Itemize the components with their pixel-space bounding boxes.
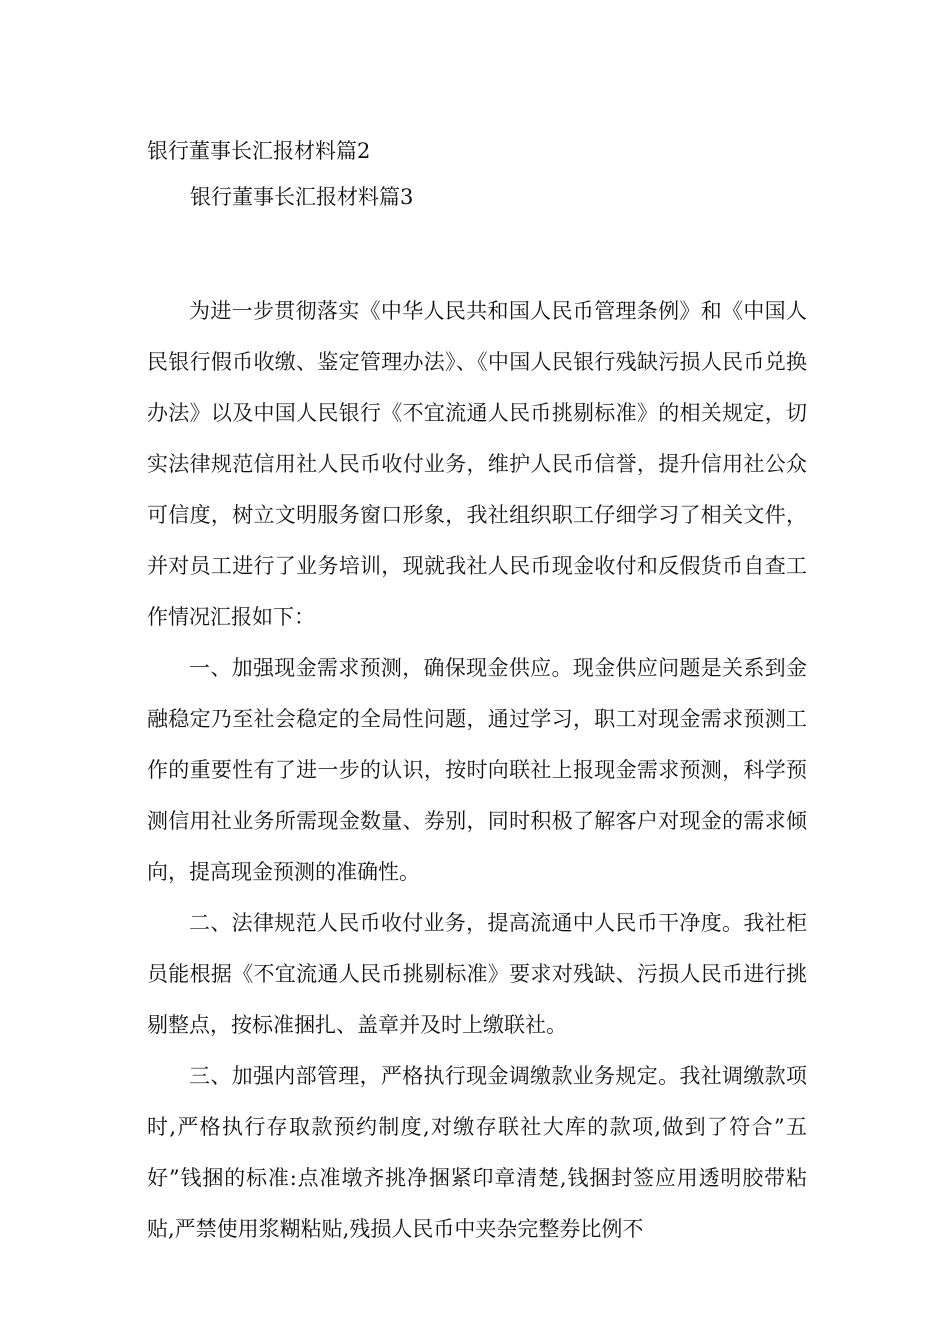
document-body [147,286,807,1255]
paragraph-section-2: 二、法律规范人民币收付业务，提高流通中人民币干净度。我社柜员能根据《不宜流通人民币挑剔标准》要求对残缺、污损人民币进行挑剔整点，按标准捆扎、盖章并及时上缴联社。 [147,911,807,1037]
document-heading-1: 银行董事长汇报材料篇2 [147,139,371,163]
document-heading-2: 银行董事长汇报材料篇3 [190,185,414,209]
paragraph-section-3: 三、加强内部管理，严格执行现金调缴款业务规定。我社调缴款项时,严格执行存取款预约制度,对缴存联社大库的款项,做到了符合”五好”钱捆的标准:点准墩齐挑净捆紧印章清楚,钱捆封签应用透明胶带粘贴,严禁使用浆糊粘贴,残损人民币中夹杂完整券比例不 [147,1064,807,1241]
paragraph-section-1: 一、加强现金需求预测，确保现金供应。现金供应问题是关系到金融稳定乃至社会稳定的全局性问题，通过学习，职工对现金需求预测工作的重要性有了进一步的认识，按时向联社上报现金需求预测，科学预测信用社业务所需现金数量、券别，同时积极了解客户对现金的需求倾向，提高现金预测的准确性。 [147,656,807,884]
paragraph-intro: 为进一步贯彻落实《中华人民共和国人民币管理条例》和《中国人民银行假币收缴、鉴定管理办法》、《中国人民银行残缺污损人民币兑换办法》以及中国人民银行《不宜流通人民币挑剔标准》的相关规定，切实法律规范信用社人民币收付业务，维护人民币信誉，提升信用社公众可信度，树立文明服务窗口形象，我社组织职工仔细学习了相关文件，并对员工进行了业务培训，现就我社人民币现金收付和反假货币自查工作情况汇报如下： [147,299,807,629]
